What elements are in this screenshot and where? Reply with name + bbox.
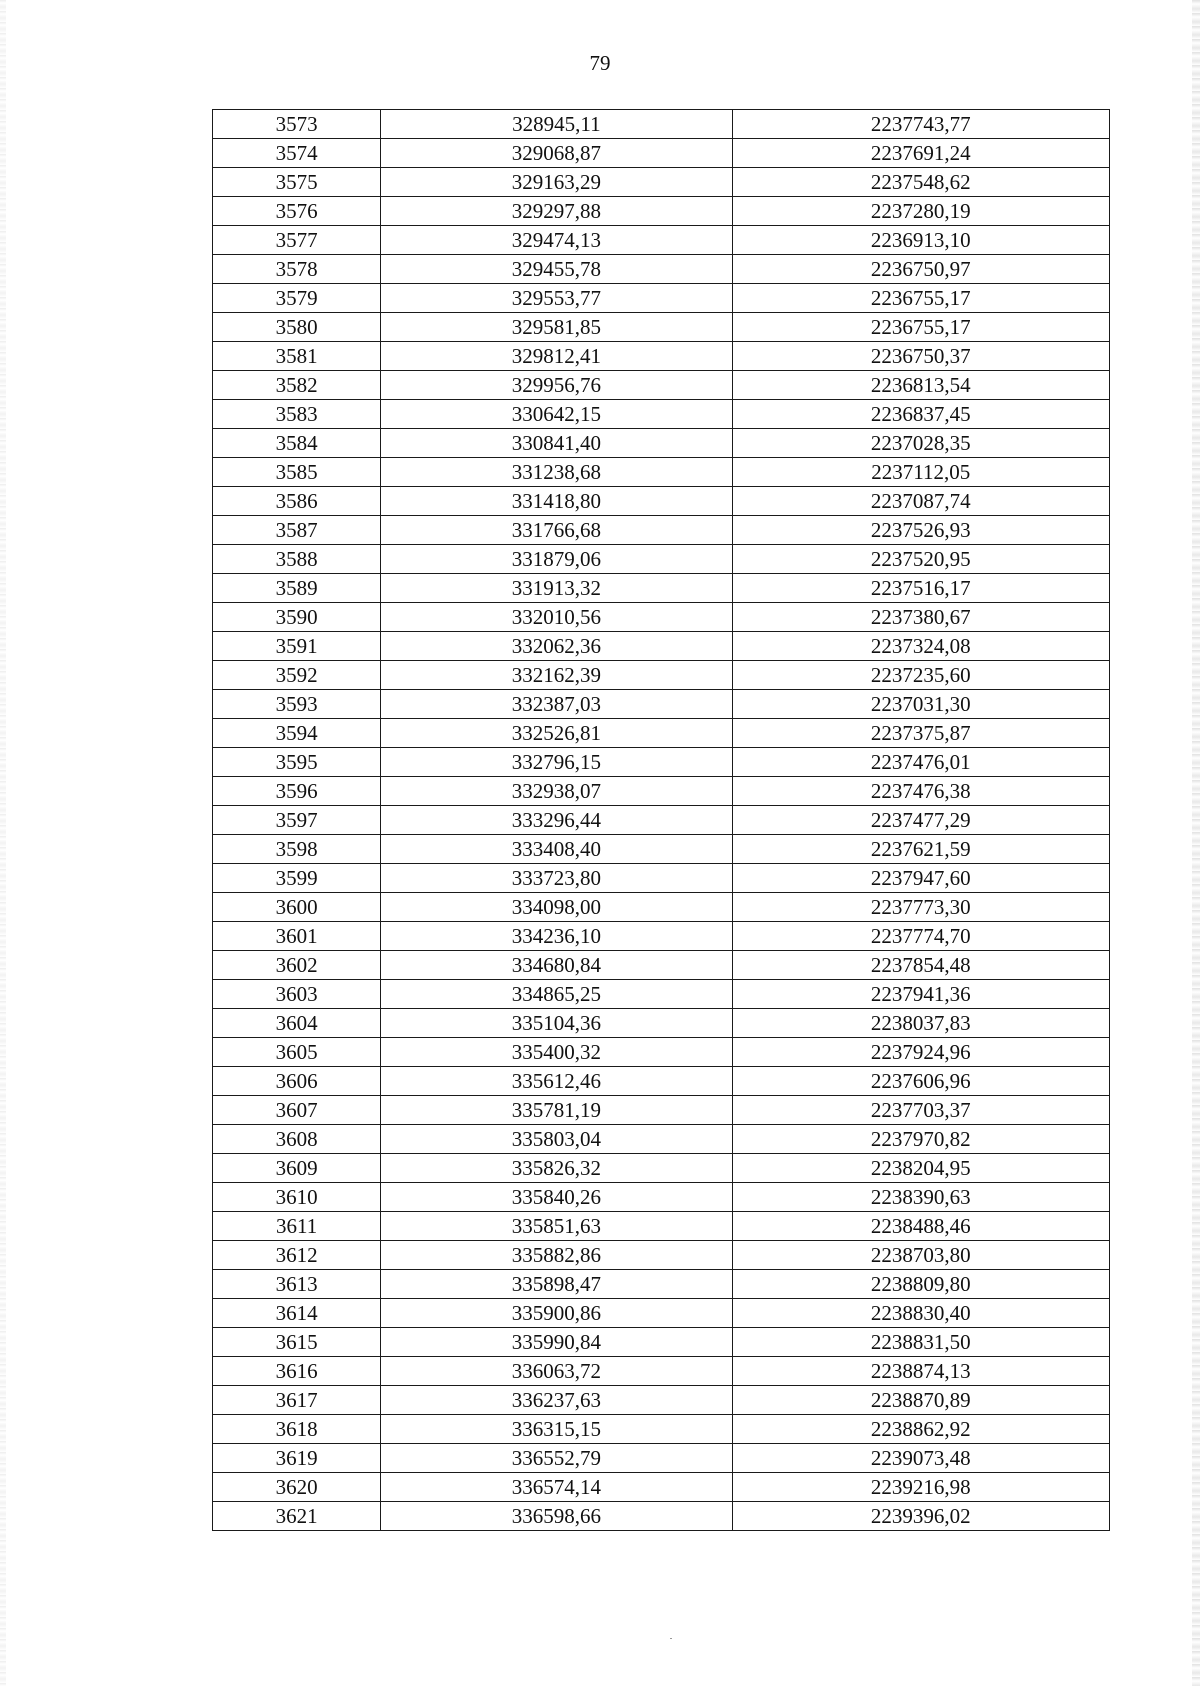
table-row bbox=[213, 487, 1110, 516]
point-number-cell: 3611 bbox=[213, 1212, 381, 1241]
y-coordinate-cell: 2239216,98 bbox=[732, 1473, 1109, 1502]
table-row bbox=[213, 545, 1110, 574]
point-number-cell: 3579 bbox=[213, 284, 381, 313]
y-coordinate-cell: 2238830,40 bbox=[732, 1299, 1109, 1328]
y-coordinate-cell: 2238870,89 bbox=[732, 1386, 1109, 1415]
x-coordinate-cell: 329581,85 bbox=[381, 313, 732, 342]
x-coordinate-cell: 334680,84 bbox=[381, 951, 732, 980]
table-row bbox=[213, 1299, 1110, 1328]
x-coordinate-cell: 331238,68 bbox=[381, 458, 732, 487]
table-row bbox=[213, 806, 1110, 835]
x-coordinate-cell: 332062,36 bbox=[381, 632, 732, 661]
point-number-cell: 3612 bbox=[213, 1241, 381, 1270]
y-coordinate-cell: 2237324,08 bbox=[732, 632, 1109, 661]
table-row bbox=[213, 139, 1110, 168]
table-row bbox=[213, 864, 1110, 893]
x-coordinate-cell: 335900,86 bbox=[381, 1299, 732, 1328]
x-coordinate-cell: 336552,79 bbox=[381, 1444, 732, 1473]
x-coordinate-cell: 335104,36 bbox=[381, 1009, 732, 1038]
point-number-cell: 3598 bbox=[213, 835, 381, 864]
y-coordinate-cell: 2237970,82 bbox=[732, 1125, 1109, 1154]
y-coordinate-cell: 2237854,48 bbox=[732, 951, 1109, 980]
point-number-cell: 3580 bbox=[213, 313, 381, 342]
x-coordinate-cell: 335840,26 bbox=[381, 1183, 732, 1212]
point-number-cell: 3596 bbox=[213, 777, 381, 806]
point-number-cell: 3581 bbox=[213, 342, 381, 371]
point-number-cell: 3604 bbox=[213, 1009, 381, 1038]
x-coordinate-cell: 335898,47 bbox=[381, 1270, 732, 1299]
y-coordinate-cell: 2238809,80 bbox=[732, 1270, 1109, 1299]
x-coordinate-cell: 331418,80 bbox=[381, 487, 732, 516]
y-coordinate-cell: 2238703,80 bbox=[732, 1241, 1109, 1270]
y-coordinate-cell: 2237548,62 bbox=[732, 168, 1109, 197]
point-number-cell: 3602 bbox=[213, 951, 381, 980]
table-row bbox=[213, 1415, 1110, 1444]
y-coordinate-cell: 2236913,10 bbox=[732, 226, 1109, 255]
y-coordinate-cell: 2237235,60 bbox=[732, 661, 1109, 690]
point-number-cell: 3615 bbox=[213, 1328, 381, 1357]
table-row bbox=[213, 168, 1110, 197]
y-coordinate-cell: 2238204,95 bbox=[732, 1154, 1109, 1183]
point-number-cell: 3589 bbox=[213, 574, 381, 603]
point-number-cell: 3595 bbox=[213, 748, 381, 777]
point-number-cell: 3575 bbox=[213, 168, 381, 197]
point-number-cell: 3603 bbox=[213, 980, 381, 1009]
table-row bbox=[213, 1502, 1110, 1531]
y-coordinate-cell: 2237112,05 bbox=[732, 458, 1109, 487]
point-number-cell: 3621 bbox=[213, 1502, 381, 1531]
x-coordinate-cell: 336598,66 bbox=[381, 1502, 732, 1531]
y-coordinate-cell: 2236837,45 bbox=[732, 400, 1109, 429]
y-coordinate-cell: 2237476,38 bbox=[732, 777, 1109, 806]
table-row bbox=[213, 980, 1110, 1009]
point-number-cell: 3610 bbox=[213, 1183, 381, 1212]
table-row bbox=[213, 1357, 1110, 1386]
point-number-cell: 3597 bbox=[213, 806, 381, 835]
x-coordinate-cell: 334236,10 bbox=[381, 922, 732, 951]
x-coordinate-cell: 332938,07 bbox=[381, 777, 732, 806]
point-number-cell: 3616 bbox=[213, 1357, 381, 1386]
y-coordinate-cell: 2237691,24 bbox=[732, 139, 1109, 168]
x-coordinate-cell: 335803,04 bbox=[381, 1125, 732, 1154]
x-coordinate-cell: 333723,80 bbox=[381, 864, 732, 893]
x-coordinate-cell: 331913,32 bbox=[381, 574, 732, 603]
table-row bbox=[213, 835, 1110, 864]
table-row bbox=[213, 1328, 1110, 1357]
x-coordinate-cell: 329553,77 bbox=[381, 284, 732, 313]
table-row bbox=[213, 342, 1110, 371]
y-coordinate-cell: 2236750,37 bbox=[732, 342, 1109, 371]
scan-edge-left bbox=[0, 0, 6, 1686]
point-number-cell: 3609 bbox=[213, 1154, 381, 1183]
y-coordinate-cell: 2236750,97 bbox=[732, 255, 1109, 284]
y-coordinate-cell: 2237941,36 bbox=[732, 980, 1109, 1009]
point-number-cell: 3583 bbox=[213, 400, 381, 429]
x-coordinate-cell: 329474,13 bbox=[381, 226, 732, 255]
table-row bbox=[213, 1444, 1110, 1473]
point-number-cell: 3588 bbox=[213, 545, 381, 574]
point-number-cell: 3592 bbox=[213, 661, 381, 690]
table-row bbox=[213, 922, 1110, 951]
coordinates-table bbox=[212, 109, 1110, 1531]
table-row bbox=[213, 574, 1110, 603]
point-number-cell: 3620 bbox=[213, 1473, 381, 1502]
table-row bbox=[213, 1009, 1110, 1038]
y-coordinate-cell: 2236755,17 bbox=[732, 284, 1109, 313]
x-coordinate-cell: 329956,76 bbox=[381, 371, 732, 400]
table-row bbox=[213, 226, 1110, 255]
point-number-cell: 3600 bbox=[213, 893, 381, 922]
table-row bbox=[213, 516, 1110, 545]
y-coordinate-cell: 2238831,50 bbox=[732, 1328, 1109, 1357]
x-coordinate-cell: 329163,29 bbox=[381, 168, 732, 197]
coordinates-table-body bbox=[213, 110, 1110, 1531]
x-coordinate-cell: 332796,15 bbox=[381, 748, 732, 777]
y-coordinate-cell: 2237703,37 bbox=[732, 1096, 1109, 1125]
point-number-cell: 3590 bbox=[213, 603, 381, 632]
y-coordinate-cell: 2237743,77 bbox=[732, 110, 1109, 139]
point-number-cell: 3613 bbox=[213, 1270, 381, 1299]
point-number-cell: 3577 bbox=[213, 226, 381, 255]
point-number-cell: 3573 bbox=[213, 110, 381, 139]
table-row bbox=[213, 1154, 1110, 1183]
y-coordinate-cell: 2237477,29 bbox=[732, 806, 1109, 835]
x-coordinate-cell: 336315,15 bbox=[381, 1415, 732, 1444]
table-row bbox=[213, 893, 1110, 922]
x-coordinate-cell: 332387,03 bbox=[381, 690, 732, 719]
table-row bbox=[213, 632, 1110, 661]
y-coordinate-cell: 2237606,96 bbox=[732, 1067, 1109, 1096]
table-row bbox=[213, 1067, 1110, 1096]
x-coordinate-cell: 332010,56 bbox=[381, 603, 732, 632]
x-coordinate-cell: 331766,68 bbox=[381, 516, 732, 545]
x-coordinate-cell: 335990,84 bbox=[381, 1328, 732, 1357]
y-coordinate-cell: 2237947,60 bbox=[732, 864, 1109, 893]
y-coordinate-cell: 2237375,87 bbox=[732, 719, 1109, 748]
x-coordinate-cell: 331879,06 bbox=[381, 545, 732, 574]
y-coordinate-cell: 2237280,19 bbox=[732, 197, 1109, 226]
x-coordinate-cell: 332526,81 bbox=[381, 719, 732, 748]
point-number-cell: 3614 bbox=[213, 1299, 381, 1328]
y-coordinate-cell: 2237774,70 bbox=[732, 922, 1109, 951]
point-number-cell: 3605 bbox=[213, 1038, 381, 1067]
point-number-cell: 3617 bbox=[213, 1386, 381, 1415]
y-coordinate-cell: 2239396,02 bbox=[732, 1502, 1109, 1531]
x-coordinate-cell: 335826,32 bbox=[381, 1154, 732, 1183]
y-coordinate-cell: 2237621,59 bbox=[732, 835, 1109, 864]
table-row bbox=[213, 777, 1110, 806]
x-coordinate-cell: 335851,63 bbox=[381, 1212, 732, 1241]
y-coordinate-cell: 2237924,96 bbox=[732, 1038, 1109, 1067]
point-number-cell: 3594 bbox=[213, 719, 381, 748]
y-coordinate-cell: 2237087,74 bbox=[732, 487, 1109, 516]
page-number: 79 bbox=[589, 51, 611, 75]
table-row bbox=[213, 661, 1110, 690]
y-coordinate-cell: 2238488,46 bbox=[732, 1212, 1109, 1241]
table-row bbox=[213, 197, 1110, 226]
y-coordinate-cell: 2237520,95 bbox=[732, 545, 1109, 574]
y-coordinate-cell: 2238390,63 bbox=[732, 1183, 1109, 1212]
y-coordinate-cell: 2238862,92 bbox=[732, 1415, 1109, 1444]
y-coordinate-cell: 2236755,17 bbox=[732, 313, 1109, 342]
y-coordinate-cell: 2237773,30 bbox=[732, 893, 1109, 922]
x-coordinate-cell: 329068,87 bbox=[381, 139, 732, 168]
table-row bbox=[213, 690, 1110, 719]
y-coordinate-cell: 2237380,67 bbox=[732, 603, 1109, 632]
table-row bbox=[213, 951, 1110, 980]
table-row bbox=[213, 1183, 1110, 1212]
y-coordinate-cell: 2237516,17 bbox=[732, 574, 1109, 603]
x-coordinate-cell: 329455,78 bbox=[381, 255, 732, 284]
x-coordinate-cell: 332162,39 bbox=[381, 661, 732, 690]
table-row bbox=[213, 1241, 1110, 1270]
point-number-cell: 3608 bbox=[213, 1125, 381, 1154]
y-coordinate-cell: 2237526,93 bbox=[732, 516, 1109, 545]
point-number-cell: 3599 bbox=[213, 864, 381, 893]
x-coordinate-cell: 329297,88 bbox=[381, 197, 732, 226]
point-number-cell: 3576 bbox=[213, 197, 381, 226]
point-number-cell: 3619 bbox=[213, 1444, 381, 1473]
table-row bbox=[213, 284, 1110, 313]
x-coordinate-cell: 333408,40 bbox=[381, 835, 732, 864]
y-coordinate-cell: 2238037,83 bbox=[732, 1009, 1109, 1038]
table-row bbox=[213, 603, 1110, 632]
x-coordinate-cell: 336574,14 bbox=[381, 1473, 732, 1502]
table-row bbox=[213, 1125, 1110, 1154]
table-row bbox=[213, 1473, 1110, 1502]
point-number-cell: 3578 bbox=[213, 255, 381, 284]
y-coordinate-cell: 2237031,30 bbox=[732, 690, 1109, 719]
x-coordinate-cell: 335400,32 bbox=[381, 1038, 732, 1067]
point-number-cell: 3618 bbox=[213, 1415, 381, 1444]
x-coordinate-cell: 328945,11 bbox=[381, 110, 732, 139]
point-number-cell: 3593 bbox=[213, 690, 381, 719]
scan-speck bbox=[670, 1638, 672, 1639]
y-coordinate-cell: 2238874,13 bbox=[732, 1357, 1109, 1386]
table-row bbox=[213, 1096, 1110, 1125]
point-number-cell: 3584 bbox=[213, 429, 381, 458]
y-coordinate-cell: 2239073,48 bbox=[732, 1444, 1109, 1473]
table-row bbox=[213, 1270, 1110, 1299]
table-row bbox=[213, 371, 1110, 400]
x-coordinate-cell: 335612,46 bbox=[381, 1067, 732, 1096]
table-row bbox=[213, 429, 1110, 458]
table-row bbox=[213, 1212, 1110, 1241]
x-coordinate-cell: 336063,72 bbox=[381, 1357, 732, 1386]
point-number-cell: 3585 bbox=[213, 458, 381, 487]
point-number-cell: 3607 bbox=[213, 1096, 381, 1125]
point-number-cell: 3601 bbox=[213, 922, 381, 951]
table-row bbox=[213, 255, 1110, 284]
table-row bbox=[213, 313, 1110, 342]
x-coordinate-cell: 335781,19 bbox=[381, 1096, 732, 1125]
point-number-cell: 3586 bbox=[213, 487, 381, 516]
point-number-cell: 3606 bbox=[213, 1067, 381, 1096]
x-coordinate-cell: 333296,44 bbox=[381, 806, 732, 835]
point-number-cell: 3574 bbox=[213, 139, 381, 168]
table-row bbox=[213, 748, 1110, 777]
table-row bbox=[213, 1038, 1110, 1067]
x-coordinate-cell: 330841,40 bbox=[381, 429, 732, 458]
x-coordinate-cell: 336237,63 bbox=[381, 1386, 732, 1415]
table-row bbox=[213, 458, 1110, 487]
scan-edge-right bbox=[1192, 0, 1200, 1686]
x-coordinate-cell: 334098,00 bbox=[381, 893, 732, 922]
table-row bbox=[213, 400, 1110, 429]
x-coordinate-cell: 329812,41 bbox=[381, 342, 732, 371]
x-coordinate-cell: 334865,25 bbox=[381, 980, 732, 1009]
point-number-cell: 3582 bbox=[213, 371, 381, 400]
x-coordinate-cell: 330642,15 bbox=[381, 400, 732, 429]
x-coordinate-cell: 335882,86 bbox=[381, 1241, 732, 1270]
y-coordinate-cell: 2236813,54 bbox=[732, 371, 1109, 400]
y-coordinate-cell: 2237028,35 bbox=[732, 429, 1109, 458]
table-row bbox=[213, 719, 1110, 748]
table-row bbox=[213, 1386, 1110, 1415]
y-coordinate-cell: 2237476,01 bbox=[732, 748, 1109, 777]
point-number-cell: 3591 bbox=[213, 632, 381, 661]
point-number-cell: 3587 bbox=[213, 516, 381, 545]
table-row bbox=[213, 110, 1110, 139]
